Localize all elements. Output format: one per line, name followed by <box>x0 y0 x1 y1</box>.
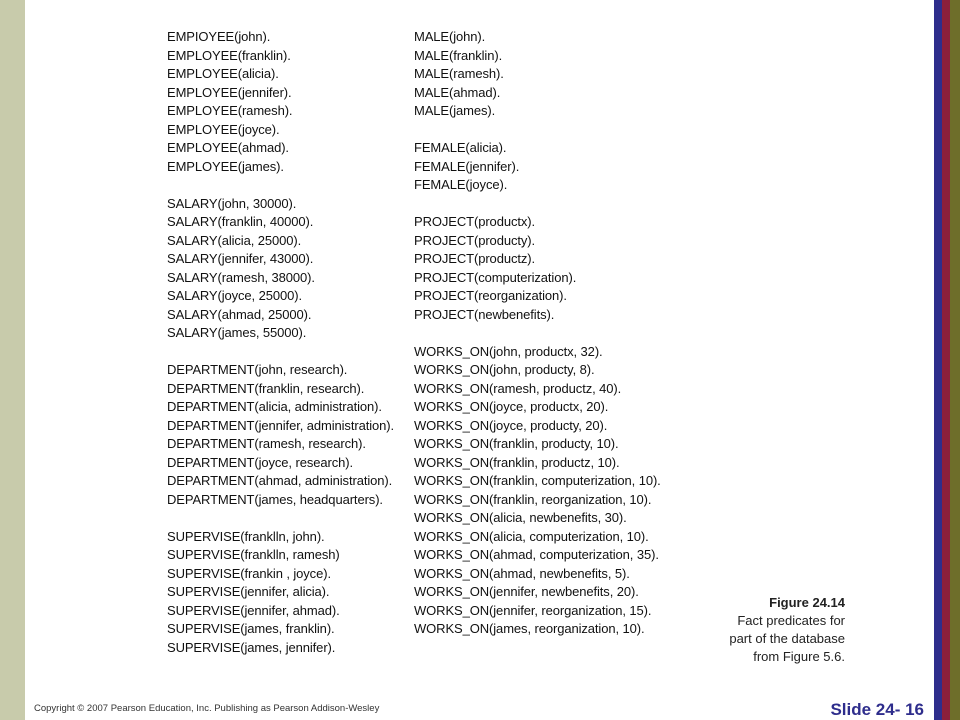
predicate-line: WORKS_ON(franklin, computerization, 10). <box>414 473 661 488</box>
predicate-line: WORKS_ON(alicia, newbenefits, 30). <box>414 510 627 525</box>
predicate-line: DEPARTMENT(alicia, administration). <box>167 399 382 414</box>
predicate-line: MALE(john). <box>414 29 486 44</box>
predicate-line: SUPERVISE(jennifer, ahmad). <box>167 602 340 618</box>
predicate-line: DEPARTMENT(john, research). <box>167 362 348 377</box>
predicate-line: EMPLOYEE(ramesh). <box>167 103 293 118</box>
olive-bar <box>950 0 960 720</box>
predicate-line: SALARY(jennifer, 43000). <box>167 251 314 266</box>
predicate-line: FEMALE(joyce). <box>414 177 508 192</box>
predicate-line: WORKS_ON(franklin, reorganization, 10). <box>414 491 652 507</box>
predicate-line: WORKS_ON(joyce, producty, 20). <box>414 417 608 433</box>
maroon-bar <box>942 0 950 720</box>
predicate-line: WORKS_ON(john, productx, 32). <box>414 343 603 359</box>
predicate-line: WORKS_ON(alicia, computerization, 10). <box>414 528 649 544</box>
predicate-line: SUPERVISE(jennifer, alicia). <box>167 584 330 599</box>
predicate-line: SUPERVISE(frankl​ln, ramesh) <box>167 547 340 562</box>
left-decorative-band <box>0 0 25 720</box>
predicate-line: EMPLOYEE(alicia). <box>167 66 279 81</box>
predicate-line: DEPARTMENT(james, headquarters). <box>167 491 383 507</box>
predicate-line: FEMALE(alicia). <box>414 140 507 155</box>
slide-number: Slide 24- 16 <box>830 700 924 719</box>
predicate-line: WORKS_ON(joyce, productx, 20). <box>414 399 609 414</box>
caption-line-1: Fact predicates for <box>737 613 845 628</box>
predicate-line: SUPERVISE(frankl​ln, john). <box>167 528 325 544</box>
predicate-line: SALARY(alicia, 25000). <box>167 232 302 248</box>
predicate-line: SUPERVISE(james, jennifer). <box>167 639 336 655</box>
predicate-line: PROJECT(productx). <box>414 214 536 229</box>
predicate-line: SALARY(john, 30000). <box>167 195 297 211</box>
predicate-line: WORKS_ON(jennifer, reorganization, 15). <box>414 602 652 618</box>
predicate-line: EMPLOYEE(ahmad). <box>167 140 289 155</box>
predicate-line: SALARY(joyce, 25000). <box>167 288 302 303</box>
predicate-line: PROJECT(productz). <box>414 251 536 266</box>
caption-line-2: part of the database <box>729 631 845 646</box>
predicate-line: MALE(ahmad). <box>414 84 501 100</box>
predicate-line: WORKS_ON(john, producty, 8). <box>414 362 595 377</box>
predicate-line: MALE(franklin). <box>414 47 503 63</box>
predicate-line: MALE(ramesh). <box>414 66 504 81</box>
predicate-line: EMPLOYEE(jennifer). <box>167 84 292 100</box>
predicate-line: PROJECT(producty). <box>414 232 536 248</box>
figure-number: Figure 24.14 <box>769 595 845 610</box>
predicate-line: MALE(james). <box>414 103 496 118</box>
navy-bar <box>934 0 942 720</box>
predicate-line: SALARY(james, 55000). <box>167 325 307 340</box>
predicate-line: DEPARTMENT(ahmad, administration). <box>167 473 393 488</box>
figure-caption <box>729 594 845 666</box>
predicate-line <box>414 195 661 214</box>
predicate-line: PROJECT(reorganization). <box>414 288 567 303</box>
right-predicate-column <box>414 28 661 639</box>
predicate-line: DEPARTMENT(jennifer, administration). <box>167 417 394 433</box>
left-predicate-column <box>167 28 394 657</box>
predicate-line: PROJECT(computerization). <box>414 269 577 285</box>
predicate-line: DEPARTMENT(franklin, research). <box>167 380 365 396</box>
predicate-line: SALARY(ramesh, 38000). <box>167 269 315 285</box>
predicate-line: EMPLOYEE(joyce). <box>167 121 280 137</box>
predicate-line: WORKS_ON(james, reorganization, 10). <box>414 621 645 636</box>
predicate-line: EMPLOYEE(franklin). <box>167 47 291 63</box>
predicate-line <box>414 324 661 343</box>
predicate-line <box>167 509 394 528</box>
predicate-line: EMPIOYEE(john). <box>167 29 271 44</box>
copyright-text: Copyright © 2007 Pearson Education, Inc. Publishing as Pearson Addison-Wesley <box>34 703 380 714</box>
predicate-line: WORKS_ON(jennifer, newbenefits, 20). <box>414 584 639 599</box>
predicate-line: SALARY(ahmad, 25000). <box>167 306 312 322</box>
predicate-line <box>167 343 394 362</box>
predicate-line: PROJECT(newbenefits). <box>414 306 555 322</box>
predicate-line: DEPARTMENT(joyce, research). <box>167 454 353 470</box>
predicate-line: FEMALE(jennifer). <box>414 158 520 174</box>
predicate-line: WORKS_ON(ahmad, newbenefits, 5). <box>414 565 630 581</box>
predicate-line: DEPARTMENT(ramesh, research). <box>167 436 366 451</box>
predicate-line: SUPERVISE(frankin , joyce). <box>167 565 331 581</box>
predicate-line: SALARY(franklin, 40000). <box>167 214 314 229</box>
predicate-line: EMPLOYEE(james). <box>167 158 284 174</box>
predicate-line: WORKS_ON(ramesh, productz, 40). <box>414 380 622 396</box>
predicate-line: SUPERVISE(james, franklin). <box>167 621 335 636</box>
predicate-line: WORKS_ON(ahmad, computerization, 35). <box>414 547 659 562</box>
right-decorative-bars <box>934 0 960 720</box>
predicate-line <box>167 176 394 195</box>
predicate-line: WORKS_ON(franklin, producty, 10). <box>414 436 619 451</box>
predicate-line <box>414 121 661 140</box>
predicate-line: WORKS_ON(franklin, productz, 10). <box>414 454 620 470</box>
caption-line-3: from Figure 5.6. <box>753 649 845 664</box>
